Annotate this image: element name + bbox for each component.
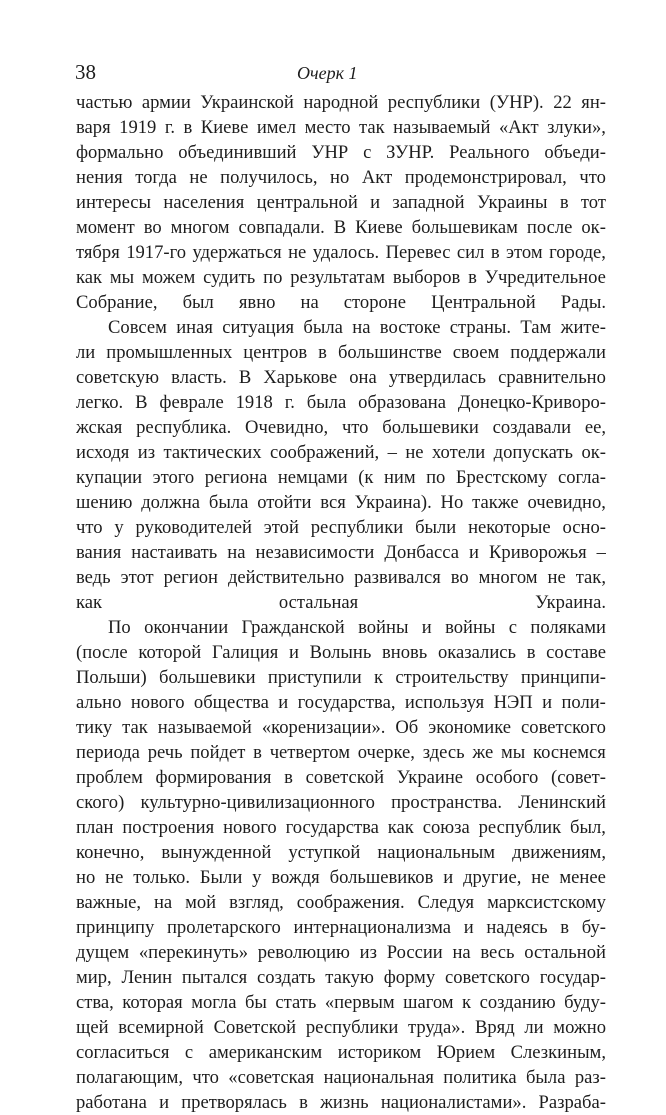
paragraph <box>76 90 606 315</box>
text-line: формально объединивший УНР с ЗУНР. Реального объеди- <box>76 142 606 163</box>
text-line: вания настаивать на независимости Донбасса и Криворожья – <box>76 542 606 563</box>
paragraph <box>76 615 606 1115</box>
text-line: жская республика. Очевидно, что большевики создавали ее, <box>76 417 606 438</box>
text-line: Совсем иная ситуация была на востоке страны. Там жите- <box>108 317 606 338</box>
body-text <box>76 90 606 1115</box>
paragraph <box>76 315 606 615</box>
text-line: как мы можем судить по результатам выборов в Учредительное <box>76 267 606 288</box>
text-line: (после которой Галиция и Волынь вновь оказались в составе <box>76 642 606 663</box>
text-line: проблем формирования в советской Украине особого (совет- <box>76 767 606 788</box>
text-line: ли промышленных центров в большинстве своем поддержали <box>76 342 606 363</box>
text-line: согласиться с американским историком Юрием Слезкиным, <box>76 1042 606 1063</box>
text-line: конечно, вынужденной уступкой национальным движениям, <box>76 842 606 863</box>
text-line: принципу пролетарского интернационализма и надеясь в бу- <box>76 917 606 938</box>
text-line: ского) культурно-цивилизационного пространства. Ленинский <box>76 792 606 813</box>
text-line: ведь этот регион действительно развивался во многом не так, <box>76 567 606 588</box>
page-header <box>75 60 605 90</box>
text-line: план построения нового государства как союза республик был, <box>76 817 606 838</box>
text-line: как остальная Украина. <box>76 592 606 613</box>
text-line: советскую власть. В Харькове она утвердилась сравнительно <box>76 367 606 388</box>
text-line: работана и претворялась в жизнь националистами». Разраба- <box>76 1092 606 1113</box>
text-line: исходя из тактических соображений, – не хотели допускать ок- <box>76 442 606 463</box>
page-number: 38 <box>75 60 96 84</box>
text-line: Польши) большевики приступили к строительству принципи- <box>76 667 606 688</box>
text-line: Собрание, был явно на стороне Центральной Рады. <box>76 292 606 313</box>
text-line: частью армии Украинской народной республики (УНР). 22 ян- <box>76 92 606 113</box>
text-line: щей всемирной Советской республики труда». Вряд ли можно <box>76 1017 606 1038</box>
text-line: ально нового общества и государства, используя НЭП и поли- <box>76 692 606 713</box>
text-line: тября 1917-го удержаться не удалось. Перевес сил в этом городе, <box>76 242 606 263</box>
running-head: Очерк 1 <box>297 63 358 83</box>
text-line: интересы населения центральной и западной Украины в тот <box>76 192 606 213</box>
text-line: дущем «перекинуть» революцию из России на весь остальной <box>76 942 606 963</box>
text-line: По окончании Гражданской войны и войны с поляками <box>108 617 606 638</box>
text-line: тику так называемой «коренизации». Об экономике советского <box>76 717 606 738</box>
text-line: ства, которая могла бы стать «первым шагом к созданию буду- <box>76 992 606 1013</box>
text-line: но не только. Были у вождя большевиков и другие, не менее <box>76 867 606 888</box>
text-line: важные, на мой взгляд, соображения. Следуя марксистскому <box>76 892 606 913</box>
text-line: легко. В феврале 1918 г. была образована Донецко-Криворо- <box>76 392 606 413</box>
text-line: что у руководителей этой республики были некоторые осно- <box>76 517 606 538</box>
text-line: периода речь пойдет в четвертом очерке, здесь же мы коснемся <box>76 742 606 763</box>
text-line: мир, Ленин пытался создать такую форму советского государ- <box>76 967 606 988</box>
text-line: полагающим, что «советская национальная политика была раз- <box>76 1067 606 1088</box>
text-line: нения тогда не получилось, но Акт продемонстрировал, что <box>76 167 606 188</box>
text-line: шению должна была отойти вся Украина). Но также очевидно, <box>76 492 606 513</box>
text-line: момент во многом совпадали. В Киеве большевикам после ок- <box>76 217 606 238</box>
text-line: купации этого региона немцами (к ним по Брестскому согла- <box>76 467 606 488</box>
text-line: варя 1919 г. в Киеве имел место так называемый «Акт злуки», <box>76 117 606 138</box>
